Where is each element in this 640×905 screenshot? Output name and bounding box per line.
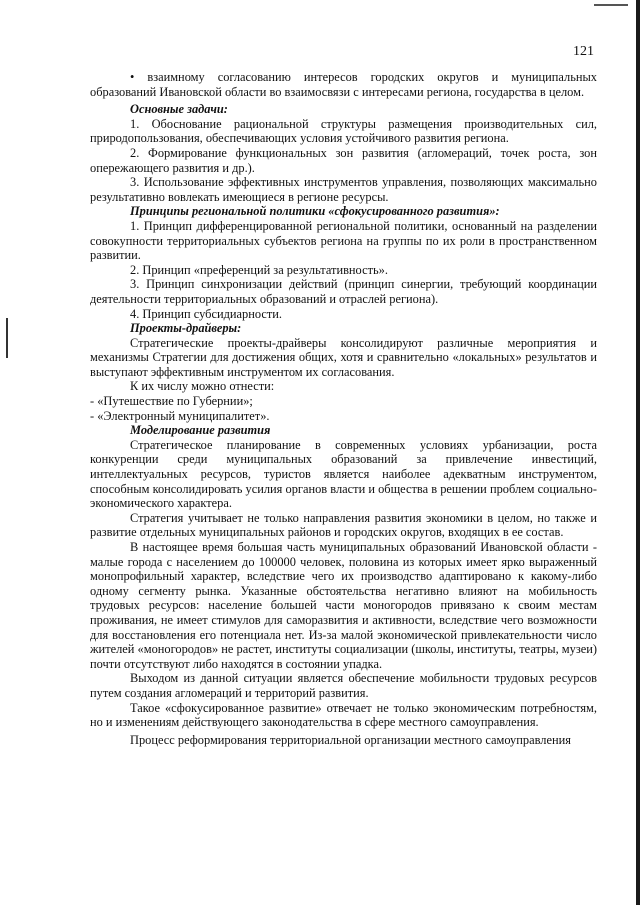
paragraph: 2. Формирование функциональных зон развития (агломераций, точек роста, зон опережающего развития и др.).	[90, 145, 597, 175]
document-body	[90, 70, 597, 747]
section-heading: Принципы региональной политики «сфокусированного развития»:	[130, 204, 500, 219]
paragraph: Такое «сфокусированное развитие» отвечает не только экономическим потребностям, но и изменениям действующего законодательства в сфере местного самоуправления.	[90, 700, 597, 730]
paragraph: 3. Использование эффективных инструментов управления, позволяющих максимально результативно вовлекать имеющиеся в регионе ресурсы.	[90, 175, 597, 204]
paragraph: 4. Принцип субсидиарности.	[130, 306, 282, 321]
paragraph: 1. Принцип дифференцированной региональной политики, основанный на разделении совокупности территориальных субъектов региона на группы по их роли в пространственном развитии.	[90, 218, 597, 263]
scan-artifact-top	[594, 4, 628, 6]
paragraph: К их числу можно отнести:	[130, 379, 275, 394]
list-item: - «Электронный муниципалитет».	[90, 408, 270, 423]
paragraph: 1. Обоснование рациональной структуры размещения производительных сил, природопользования, обеспечивающих условия устойчивого развития региона.	[90, 116, 597, 146]
paragraph: 3. Принцип синхронизации действий (принцип синергии, требующий координации деятельности территориальных образований и отраслей региона).	[90, 277, 597, 306]
scan-artifact-edge	[636, 0, 640, 905]
paragraph: 2. Принцип «преференций за результативность».	[130, 262, 388, 277]
paragraph: Стратегия учитывает не только направления развития экономики в целом, но также и развитие отдельных муниципальных районов и городских округов, входящих в ее состав.	[90, 510, 597, 540]
list-item: - «Путешествие по Губернии»;	[90, 394, 253, 409]
paragraph: Стратегические проекты-драйверы консолидируют различные мероприятия и механизмы Стратегии для достижения общих, хотя и сравнительно «локальных» результатов и выступают эффективным инструментом их согласования.	[90, 335, 597, 379]
paragraph: Выходом из данной ситуации является обеспечение мобильности трудовых ресурсов путем создания агломераций и территорий развития.	[90, 671, 597, 700]
paragraph: • взаимному согласованию интересов городских округов и муниципальных образований Ивановской области во взаимосвязи с интересами региона, государства в целом.	[90, 70, 597, 99]
paragraph: Процесс реформирования территориальной организации местного самоуправления	[130, 732, 571, 747]
section-heading: Проекты-драйверы:	[130, 321, 242, 336]
page-number: 121	[573, 44, 594, 59]
scan-artifact-binder	[6, 318, 8, 358]
section-heading: Моделирование развития	[130, 423, 271, 438]
paragraph: В настоящее время большая часть муниципальных образований Ивановской области - малые города с населением до 100000 человек, половина из которых имеет ярко выраженный монопрофильный характер, вследствие чего их производство адаптировано к какому-либо одному сегменту рынка. Указанные обстоятельства негативно влияют на мобильность трудовых ресурсов: население большей части моногородов привязано к своим местам проживания, не имеет стимулов для саморазвития и активности, вследствие чего возможности для восстановления его потенциала нет. Из-за малой экономической привлекательности число жителей «моногородов» не растет, институты социализации (школы, институты, театры, музеи) почти отсутствуют либо находятся в состоянии упадка.	[90, 540, 597, 671]
section-heading: Основные задачи:	[130, 102, 228, 117]
paragraph: Стратегическое планирование в современных условиях урбанизации, роста конкуренции среди муниципальных образований за привлечение инвестиций, интеллектуальных ресурсов, туристов является наиболее адекватным инструментом, способным консолидировать усилия органов власти и общества в решении проблем социально-экономического характера.	[90, 437, 597, 511]
